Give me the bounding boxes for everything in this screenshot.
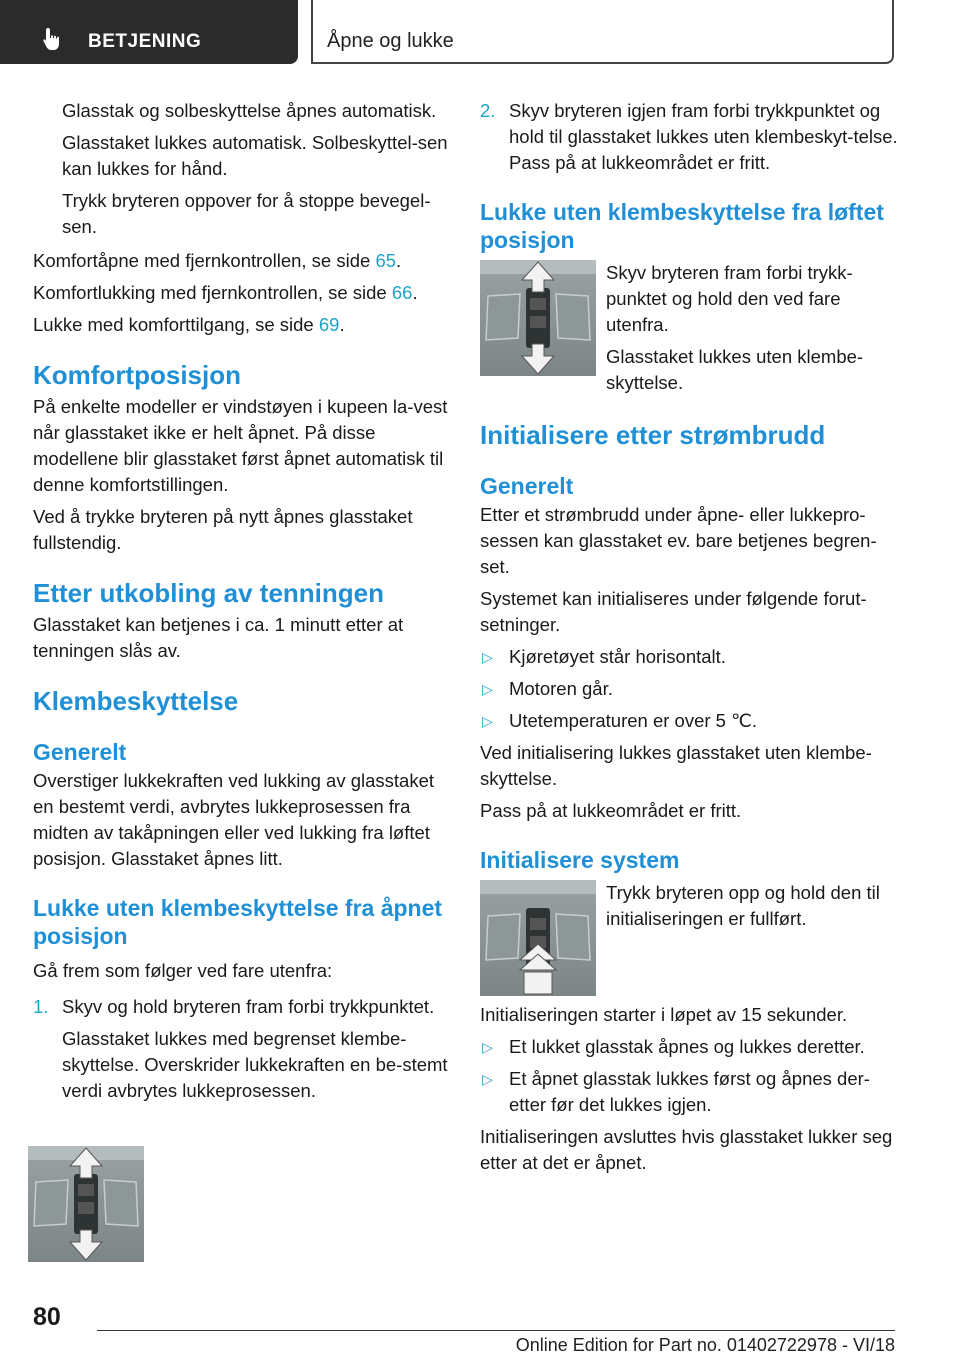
list-item [480,1066,900,1118]
heading-klembeskyttelse: Klembeskyttelse [33,686,239,716]
loftet-paragraph-1: Skyv bryteren fram forbi trykk-punktet og hold den ved fare utenfra. [606,262,853,335]
chapter-title: Åpne og lukke [327,30,454,52]
left-column [33,98,448,1104]
init-steps-list [480,1034,900,1118]
right-column [480,98,900,1176]
list-item [480,676,900,702]
loftet-block [480,260,900,396]
system-block [480,880,900,1000]
heading-lukke-loftet: Lukke uten klembeskyttelse fra løftet posisjon [480,199,884,253]
komfort-paragraph-1: På enkelte modeller er vindstøyen i kupeen la-vest når glasstaket ikke er helt åpnet. På disse modellene blir glasstaket først åpnet automatisk til denne komfortstillingen. [33,396,448,495]
system-paragraph: Trykk bryteren opp og hold den til initialiseringen er fullført. [606,882,880,929]
period: . [396,250,402,271]
list-item-text: Et lukket glasstak åpnes og lukkes deretter. [509,1036,865,1057]
intro-paragraph-2: Glasstaket lukkes automatisk. Solbeskyttel-sen kan lukkes for hånd. [62,132,448,179]
page-link-66[interactable]: 66 [391,282,413,303]
list-item-text: Utetemperaturen er over 5 ℃. [509,710,758,731]
reference-text: Lukke med komforttilgang, se side [33,314,319,335]
system-paragraph-3: Initialiseringen avsluttes hvis glasstaket lukker seg etter at det er åpnet. [480,1126,893,1173]
bullet-triangle-icon: ▷ [482,1071,493,1087]
loftet-paragraph-2: Glasstaket lukkes uten klembe-skyttelse. [606,346,864,393]
section-label: BETJENING [88,31,202,52]
komfort-paragraph-2: Ved å trykke bryteren på nytt åpnes glasstaket fullstendig. [33,506,413,553]
list-item-text: Kjøretøyet står horisontalt. [509,646,726,667]
page-number: 80 [33,1303,61,1331]
step-number: 2. [480,100,496,121]
roof-switch-push-forward-icon [28,1146,144,1262]
footer-divider [97,1330,895,1331]
bullet-triangle-icon: ▷ [482,681,493,697]
page-link-69[interactable]: 69 [318,314,340,335]
roof-switch-push-forward-icon [480,260,596,376]
generelt-paragraph-2: Systemet kan initialiseres under følgende forut-setninger. [480,588,867,635]
system-paragraph-2: Initialiseringen starter i løpet av 15 sekunder. [480,1004,848,1025]
step-2 [480,98,900,176]
heading-init-strombrudd: Initialisere etter strømbrudd [480,420,826,450]
reference-2 [33,280,448,306]
period: . [339,314,345,335]
chapter-title-box [311,0,894,64]
reference-text: Komfortlukking med fjernkontrollen, se side [33,282,392,303]
reference-1 [33,248,448,274]
generelt-paragraph: Overstiger lukkekraften ved lukking av glasstaket en bestemt verdi, avbrytes lukkeprosessen fra midten av takåpningen eller ved lukking fra løftet posisjon. Glasstaket åpnes litt. [33,770,435,869]
step-number: 1. [33,996,49,1017]
roof-switch-push-up-icon [480,880,596,996]
intro-paragraph-3: Trykk bryteren oppover for å stoppe bevegel-sen. [62,190,431,237]
step-text: Skyv og hold bryteren fram forbi trykkpunktet. [62,996,435,1017]
period: . [412,282,418,303]
page-link-65[interactable]: 65 [375,250,397,271]
intro-paragraph-1: Glasstak og solbeskyttelse åpnes automatisk. [62,100,437,121]
footer-edition: Online Edition for Part no. 01402722978 - VI/18 [515,1335,895,1355]
figure-switch-up [480,880,596,996]
list-item-text: Motoren går. [509,678,613,699]
bullet-triangle-icon: ▷ [482,713,493,729]
list-item [480,708,900,734]
heading-etter-utkobling: Etter utkobling av tenningen [33,578,385,608]
step-1 [33,994,448,1020]
section-tab [0,0,298,64]
page-header [0,0,960,66]
conditions-list [480,644,900,734]
heading-generelt-right: Generelt [480,473,574,499]
init-paragraph-2: Pass på at lukkeområdet er fritt. [480,800,742,821]
hand-pointer-icon [40,26,66,52]
heading-init-system: Initialisere system [480,847,680,873]
reference-text: Komfortåpne med fjernkontrollen, se side [33,250,376,271]
list-item-text: Et åpnet glasstak lukkes først og åpnes der-etter før det lukkes igjen. [509,1068,870,1115]
figure-switch-forward-left [28,1146,144,1262]
heading-lukke-apnet: Lukke uten klembeskyttelse fra åpnet posisjon [33,895,443,949]
heading-generelt: Generelt [33,739,127,765]
init-paragraph-1: Ved initialisering lukkes glasstaket uten klembe-skyttelse. [480,742,872,789]
lukke-apnet-paragraph: Gå frem som følger ved fare utenfra: [33,960,333,981]
etter-paragraph: Glasstaket kan betjenes i ca. 1 minutt etter at tenningen slås av. [33,614,404,661]
heading-komfortposisjon: Komfortposisjon [33,360,241,390]
reference-3 [33,312,448,338]
bullet-triangle-icon: ▷ [482,1039,493,1055]
figure-switch-forward-right [480,260,596,376]
step-1-sub: Glasstaket lukkes med begrenset klembe-skyttelse. Overskrider lukkekraften en be-stemt verdi avbrytes lukkeprosessen. [62,1028,448,1101]
generelt-paragraph-1: Etter et strømbrudd under åpne- eller lukkepro-sessen kan glasstaket ev. bare betjenes begren-set. [480,504,877,577]
step-text: Skyv bryteren igjen fram forbi trykkpunktet og hold til glasstaket lukkes uten klembeskyt-telse. Pass på at lukkeområdet er fritt. [509,100,898,173]
bullet-triangle-icon: ▷ [482,649,493,665]
list-item [480,644,900,670]
list-item [480,1034,900,1060]
